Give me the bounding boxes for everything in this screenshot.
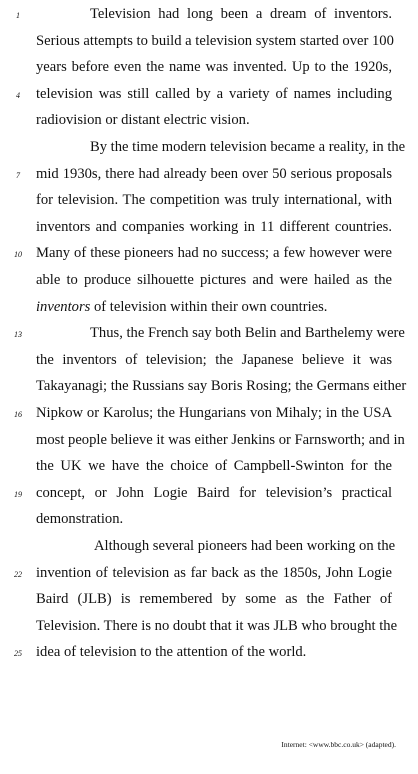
text-line: most people believe it was either Jenkins or Farnsworth; and in bbox=[36, 431, 405, 448]
text-line bbox=[36, 297, 392, 317]
text-line: Thus, the French say both Belin and Barthelemy were bbox=[90, 325, 405, 342]
text-line: Many of these pioneers had no success; a few however were bbox=[36, 245, 392, 262]
text-line: able to produce silhouette pictures and were hailed as the bbox=[36, 272, 392, 288]
text-line: Nipkow or Karolus; the Hungarians von Mihaly; in the USA bbox=[36, 405, 392, 421]
text-line: Baird (JLB) is remembered by some as the Father of bbox=[36, 591, 392, 608]
line-number: 22 bbox=[14, 569, 22, 579]
text-line: for television. The competition was truly international, with bbox=[36, 192, 392, 209]
text-line: radiovision or distant electric vision. bbox=[36, 112, 250, 129]
text-line: concept, or John Logie Baird for television’s practical bbox=[36, 484, 392, 501]
line-number: 16 bbox=[14, 410, 22, 419]
line-number: 19 bbox=[14, 489, 22, 499]
text-line: inventors and companies working in 11 different countries. bbox=[36, 218, 392, 235]
line-number: 4 bbox=[16, 90, 20, 100]
line-text: of television within their own countries. bbox=[90, 298, 328, 315]
source-citation: Internet: <www.bbc.co.uk> (adapted). bbox=[281, 740, 396, 749]
line-number: 1 bbox=[16, 11, 20, 20]
emphasis-text: inventors bbox=[36, 298, 91, 315]
line-number: 7 bbox=[16, 170, 20, 180]
text-line: idea of television to the attention of the world. bbox=[36, 644, 307, 661]
text-line: By the time modern television became a reality, in the bbox=[90, 139, 406, 155]
text-line: the inventors of television; the Japanese believe it was bbox=[36, 351, 392, 368]
text-line: television was still called by a variety of names including bbox=[36, 85, 392, 102]
line-number: 10 bbox=[14, 250, 22, 260]
line-number: 25 bbox=[14, 649, 22, 659]
text-line: Television had long been a dream of inventors. bbox=[90, 6, 392, 22]
text-line: invention of television as far back as the 1850s, John Logie bbox=[36, 564, 392, 581]
text-line: Although several pioneers had been working on the bbox=[94, 538, 396, 554]
line-number: 13 bbox=[14, 330, 22, 340]
text-line: Takayanagi; the Russians say Boris Rosing; the Germans either bbox=[36, 378, 407, 395]
text-line: Serious attempts to build a television system started over 100 bbox=[36, 32, 394, 49]
text-line: the UK we have the choice of Campbell-Swinton for the bbox=[36, 458, 392, 475]
text-line: mid 1930s, there had already been over 50 serious proposals bbox=[36, 165, 392, 182]
text-line: years before even the name was invented. Up to the 1920s, bbox=[36, 59, 392, 76]
text-line: Television. There is no doubt that it was JLB who brought the bbox=[36, 617, 398, 634]
text-line: demonstration. bbox=[36, 511, 124, 528]
